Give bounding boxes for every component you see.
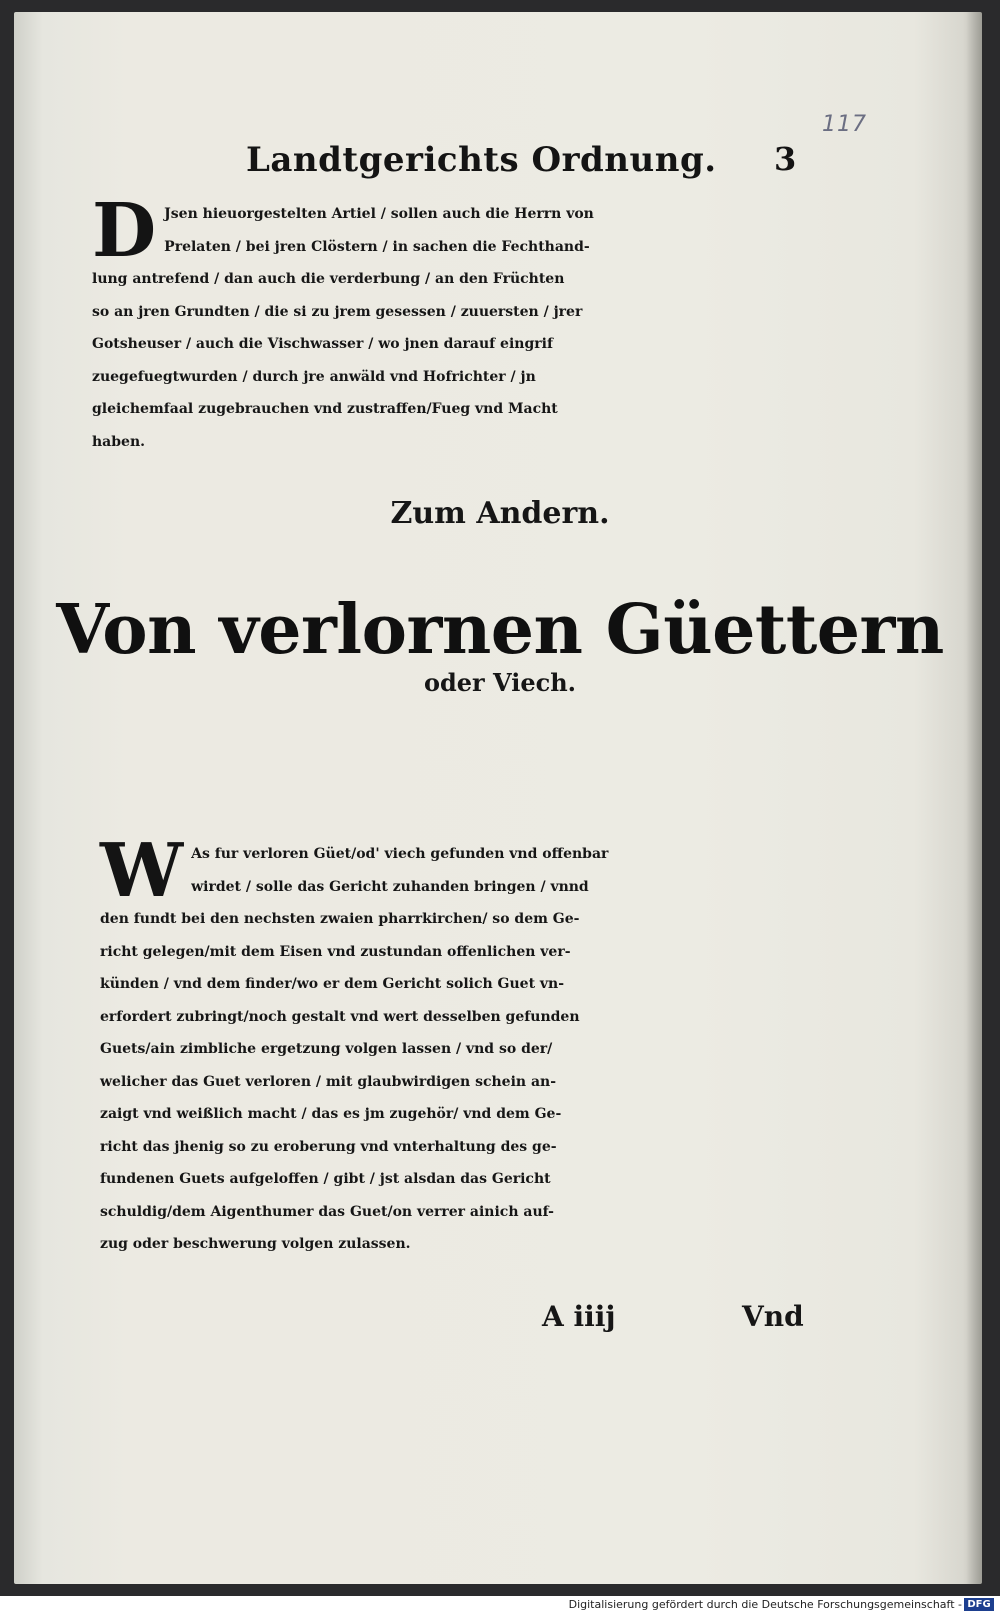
text-line: den fundt bei den nechsten zwaien pharrkirchen/ so dem Ge- (100, 911, 580, 927)
page-edge-shadow (966, 12, 982, 1584)
text-line: so an jren Grundten / die si zu jrem gesessen / zuuersten / jrer (92, 303, 583, 320)
text-line: gleichemfaal zugebrauchen vnd zustraffen/Fueg vnd Macht (92, 401, 558, 417)
text-line: Prelaten / bei jren Clöstern / in sachen die Fechthand- (164, 238, 590, 255)
catchword: Vnd (742, 1300, 804, 1333)
pencil-folio-number: 117 (822, 112, 867, 137)
signature-mark: A iiij (542, 1300, 616, 1333)
text-line: lung antrefend / dan auch die verderbung / an den Früchten (92, 271, 565, 287)
text-line: Jsen hieuorgestelten Artiel / sollen auch die Herrn von (164, 206, 594, 222)
funding-credit: Digitalisierung gefördert durch die Deutsche Forschungsgemeinschaft - (568, 1598, 962, 1611)
text-line: As fur verloren Güet/od' viech gefunden vnd offenbar (191, 846, 609, 862)
section-subtitle: oder Viech. (423, 668, 577, 697)
text-line: erfordert zubringt/noch gestalt vnd wert desselben gefunden (100, 1008, 580, 1025)
drop-cap: W (100, 828, 184, 914)
section-title: Von verlornen Güettern (56, 590, 944, 670)
text-line: Gotsheuser / auch die Vischwasser / wo jnen darauf eingrif (92, 336, 553, 352)
text-line: zuegefuegtwurden / durch jre anwäld vnd Hofrichter / jn (92, 368, 536, 385)
text-line: schuldig/dem Aigenthumer das Guet/on verrer ainich auf- (100, 1203, 554, 1220)
page-number: 3 (774, 140, 797, 178)
text-line: welicher das Guet verloren / mit glaubwirdigen schein an- (100, 1073, 556, 1090)
text-line: fundenen Guets aufgeloffen / gibt / jst alsdan das Gericht (100, 1171, 551, 1187)
dfg-logo[interactable]: DFG (964, 1598, 994, 1611)
text-line: zaigt vnd weißlich macht / das es jm zugehör/ vnd dem Ge- (100, 1106, 562, 1122)
drop-cap: D (92, 188, 157, 274)
text-line: richt gelegen/mit dem Eisen vnd zustundan offenlichen ver- (100, 943, 571, 960)
running-head: Landtgerichts Ordnung. (246, 140, 717, 180)
paragraph-2 (100, 828, 790, 1261)
text-line: haben. (92, 433, 145, 450)
text-line: künden / vnd dem finder/wo er dem Gericht solich Guet vn- (100, 976, 565, 992)
text-line: zug oder beschwerung volgen zulassen. (100, 1236, 411, 1252)
text-line: richt das jhenig so zu eroberung vnd vnterhaltung des ge- (100, 1138, 557, 1155)
section-number-heading: Zum Andern. (390, 496, 610, 531)
text-line: Guets/ain zimbliche ergetzung volgen lassen / vnd so der/ (100, 1041, 553, 1057)
paragraph-1 (92, 188, 792, 458)
text-line: wirdet / solle das Gericht zuhanden bringen / vnnd (191, 878, 589, 895)
